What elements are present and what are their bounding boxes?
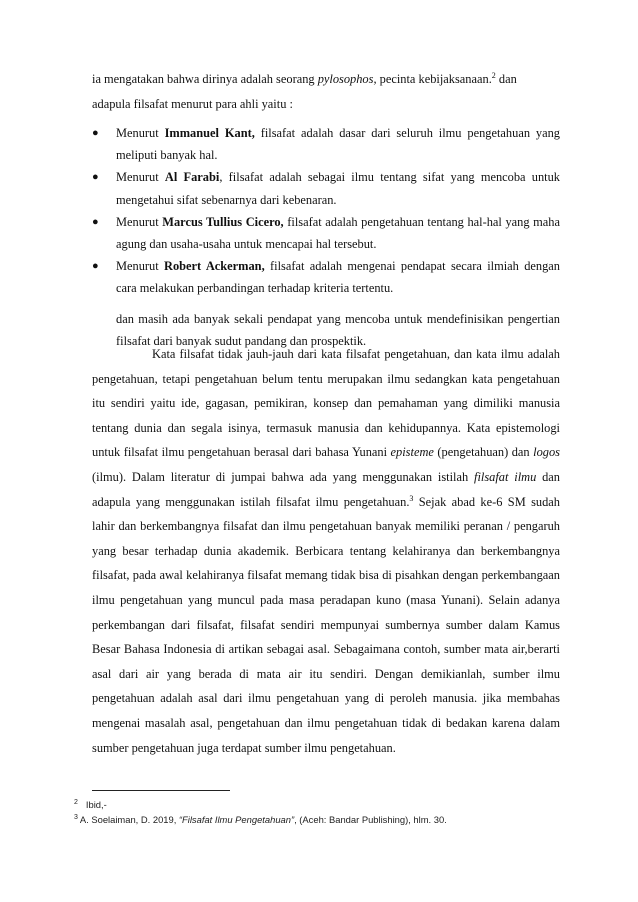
list-item-text: , filsafat adalah sebagai ilmu tentang sifat yang mencoba untuk mengetahui sifat sebenarnya dari kebenaran. <box>116 170 560 207</box>
list-item <box>92 166 560 210</box>
footnote-number: 3 <box>74 813 78 821</box>
intro-text: ia mengatakan bahwa dirinya adalah seorang <box>92 72 318 86</box>
intro-paragraph <box>92 67 560 116</box>
list-item-text: filsafat adalah mengenai pendapat secara ilmiah dengan cara melakukan perbandingan terhadap kriteria tertentu. <box>116 259 560 296</box>
expert-name: Al Farabi <box>164 170 220 185</box>
bullet-icon: ● <box>92 127 99 139</box>
footnote-text: Ibid,- <box>85 799 107 810</box>
italic-term: logos <box>533 445 560 460</box>
bullet-icon: ● <box>92 215 99 228</box>
italic-term: filsafat ilmu <box>474 469 537 484</box>
intro-line-2: adapula filsafat menurut para ahli yaitu : <box>92 96 293 111</box>
footnote-ref-2[interactable]: 2 <box>491 70 496 80</box>
intro-text-end: dan <box>495 72 517 86</box>
list-item-prefix: Menurut <box>116 126 165 140</box>
list-item-text: filsafat adalah pengetahuan tentang hal-hal yang maha agung dan usaha-usaha untuk mencapai hal tersebut. <box>116 214 560 252</box>
experts-list <box>92 122 560 300</box>
body-text: Sejak abad ke-6 SM sudah lahir dan berkembangnya filsafat dan ilmu pengetahuan banyak memiliki peranan / pengaruh yang besar terhadap dunia akademik. Berbicara tentang kelahiranya dan berkembangnya filsafat, pada awal kelahiranya filsafat memang tidak bisa di pisahkan dengan perkembangaan ilmu pengetahuan yang muncul pada masa peradapan kuno (masa Yunani). Selain adanya perkembangan dari filsafat, filsafat sendiri mempunyai sumbernya sumber dalam Kamus Besar Bahasa Indonesia di artikan sebagai asal. Sebagaimana contoh, sumber mata air,berarti asal dari air yang berada di mata air itu sendiri. Dengan demikianlah, sumber ilmu pengetahuan adalah asal dari ilmu pengetahuan yang di peroleh manusia. jika membahas mengenai masalah asal, pengetahuan dan ilmu pengetahuan tidak di bedakan karena dalam sumber pengetahuan juga terdapat sumber ilmu pengetahuan. <box>92 494 560 755</box>
italic-term: episteme <box>390 445 434 460</box>
body-text: Kata filsafat tidak jauh-jauh dari kata filsafat pengetahuan, dan kata ilmu adalah pengetahuan, tetapi pengetahuan belum tentu merupakan ilmu sedangkan kata pengetahuan itu sendiri yaitu ide, gagasan, pemikiran, konsep dan pemahaman yang dimiliki manusia tentang dunia dan segala isinya, termasuk manusia dan kehidupannya. Kata epistemologi untuk filsafat ilmu pengetahuan berasal dari bahasa Yunani <box>92 347 560 460</box>
footnote-ref-3[interactable]: 3 <box>409 493 414 503</box>
body-text: (ilmu). Dalam literatur di jumpai bahwa ada yang menggunakan istilah <box>92 469 474 484</box>
footnote-text: , (Aceh: Bandar Publishing), hlm. 30. <box>294 814 447 825</box>
footnote-2 <box>74 799 107 811</box>
body-text: dan adapula yang menggunakan istilah filsafat ilmu pengetahuan. <box>92 469 560 509</box>
intro-text-after: pecinta kebijaksanaan. <box>376 72 492 86</box>
list-item-prefix: Menurut <box>116 170 165 185</box>
list-item <box>92 122 560 166</box>
footnote-text: A. Soelaiman, D. 2019, <box>79 814 179 825</box>
continuation-paragraph: dan masih ada banyak sekali pendapat yang mencoba untuk mendefinisikan pengertian filsafat dari banyak sudut pandang dan prospektik. <box>116 312 560 349</box>
list-item-prefix: Menurut <box>116 214 163 229</box>
body-text: (pengetahuan) dan <box>433 445 534 460</box>
list-item <box>92 211 560 255</box>
bullet-icon: ● <box>92 171 99 184</box>
expert-name: Immanuel Kant, <box>164 126 255 140</box>
footnote-number: 2 <box>74 798 78 806</box>
bullet-icon: ● <box>92 260 99 273</box>
footnote-3 <box>74 814 447 826</box>
list-item <box>92 255 560 299</box>
footnote-title: “Filsafat Ilmu Pengetahuan” <box>178 814 295 825</box>
body-paragraph <box>92 342 560 760</box>
intro-italic-term: pylosophos, <box>317 72 377 86</box>
expert-name: Robert Ackerman, <box>164 259 265 274</box>
expert-name: Marcus Tullius Cicero, <box>162 214 284 229</box>
footnote-divider <box>92 790 230 791</box>
list-item-prefix: Menurut <box>116 259 165 274</box>
list-item-text: filsafat adalah dasar dari seluruh ilmu pengetahuan yang meliputi banyak hal. <box>116 126 560 163</box>
